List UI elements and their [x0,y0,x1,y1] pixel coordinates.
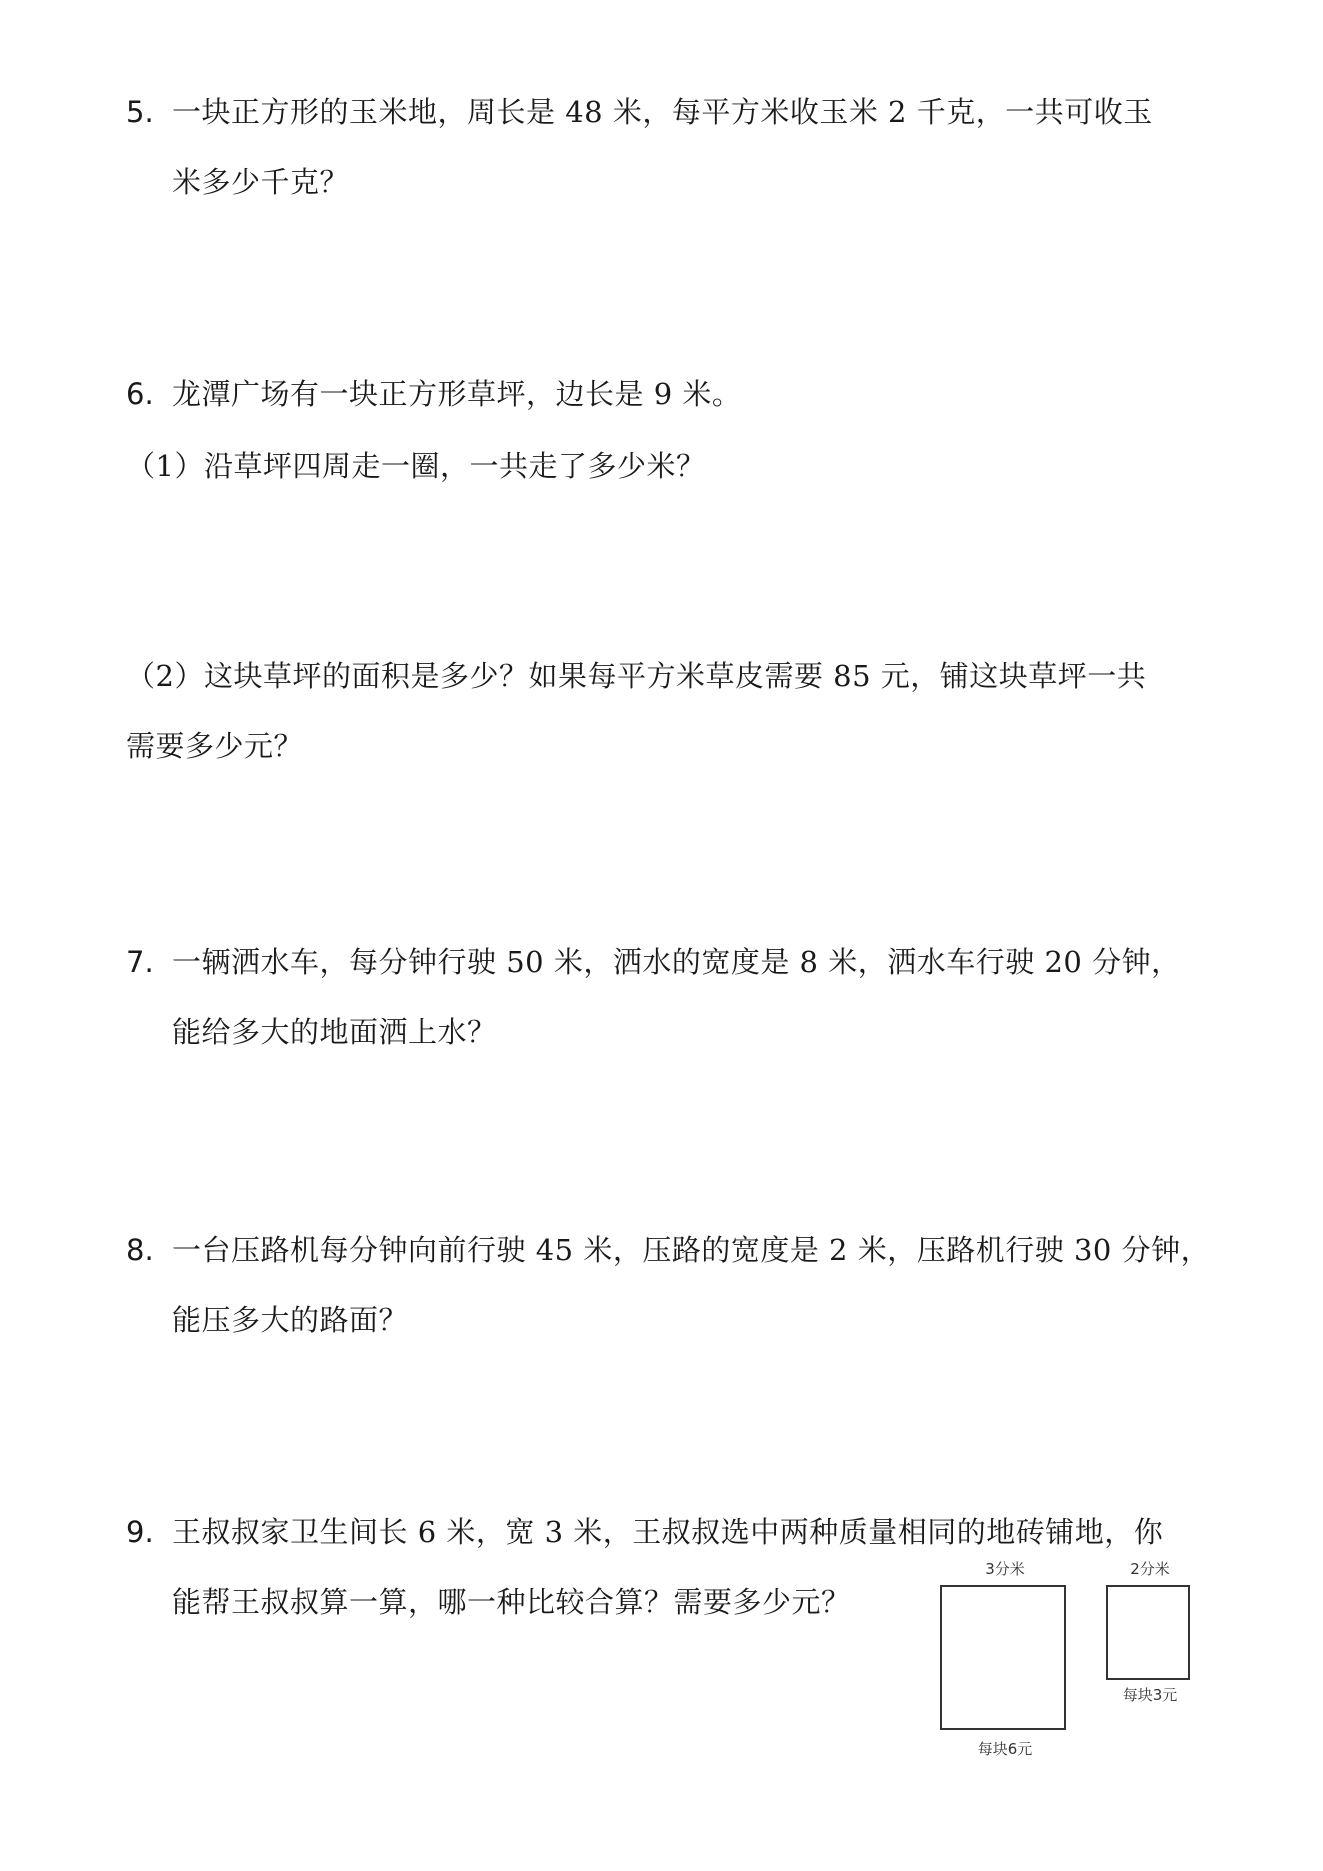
problem-7-text-line1: 一辆洒水车，每分钟行驶 50 米，洒水的宽度是 8 米，洒水车行驶 20 分钟， [172,945,1181,979]
large-tile-side-label: 3分米 [985,1560,1025,1578]
problem-9-number: 9. [126,1515,154,1549]
small-tile-side-label: 2分米 [1130,1560,1170,1578]
problem-5-number: 5. [126,95,154,129]
large-tile-square [940,1585,1066,1730]
problem-7-text-line2: 能给多大的地面洒上水？ [172,1015,497,1049]
problem-5-text-line2: 米多少千克？ [172,165,350,199]
problem-5-text-line1: 一块正方形的玉米地，周长是 48 米，每平方米收玉米 2 千克，一共可收玉 [172,95,1153,129]
large-tile-price-label: 每块6元 [977,1740,1033,1758]
problem-8-number: 8. [126,1233,154,1267]
problem-8-text-line2: 能压多大的路面？ [172,1303,409,1337]
problem-6-subquestion-1: （1）沿草坪四周走一圈，一共走了多少米？ [126,449,706,483]
problem-6-subquestion-2-line2: 需要多少元？ [126,729,304,763]
problem-6-text-line1: 龙潭广场有一块正方形草坪，边长是 9 米。 [172,377,742,411]
small-tile-price-label: 每块3元 [1122,1686,1178,1704]
problem-7-number: 7. [126,945,154,979]
problem-6-subquestion-2-line1: （2）这块草坪的面积是多少？如果每平方米草皮需要 85 元，铺这块草坪一共 [126,659,1147,693]
problem-8-text-line1: 一台压路机每分钟向前行驶 45 米，压路的宽度是 2 米，压路机行驶 30 分钟， [172,1233,1211,1267]
problem-6-number: 6. [126,377,154,411]
small-tile-square [1106,1585,1190,1680]
problem-9-text-line1: 王叔叔家卫生间长 6 米，宽 3 米，王叔叔选中两种质量相同的地砖铺地，你 [172,1515,1164,1549]
problem-9-text-line2: 能帮王叔叔算一算，哪一种比较合算？需要多少元？ [172,1585,851,1619]
